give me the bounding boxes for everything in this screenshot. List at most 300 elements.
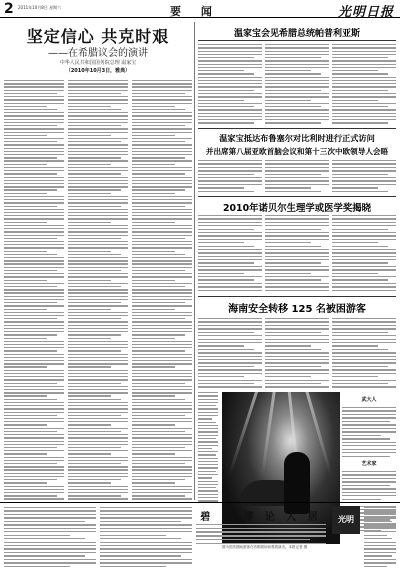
text-line	[198, 191, 254, 192]
text-line	[332, 359, 396, 360]
text-line	[4, 548, 96, 549]
text-line	[265, 67, 329, 68]
text-line	[132, 251, 175, 252]
text-line	[198, 225, 262, 226]
text-line	[4, 447, 57, 448]
text-line	[198, 77, 262, 78]
text-line	[68, 450, 128, 451]
text-line	[132, 357, 192, 358]
text-line	[132, 334, 185, 335]
text-line	[198, 477, 212, 478]
text-line	[4, 538, 85, 539]
text-line	[68, 257, 128, 258]
text-line	[332, 286, 396, 287]
text-line	[198, 474, 218, 475]
text-line	[265, 225, 329, 226]
text-line	[132, 370, 192, 371]
text-line	[68, 135, 111, 136]
text-line	[265, 252, 329, 253]
text-line	[132, 486, 192, 487]
text-line	[4, 389, 64, 390]
text-line	[332, 174, 388, 175]
text-line	[68, 386, 128, 387]
text-line	[100, 562, 192, 563]
text-line	[332, 103, 396, 104]
text-line	[198, 386, 262, 387]
text-line	[68, 428, 128, 429]
text-line	[265, 269, 329, 270]
text-line	[132, 83, 192, 84]
text-line	[332, 276, 396, 277]
text-line	[132, 428, 192, 429]
greece-body-col1	[198, 44, 262, 124]
text-line	[364, 548, 396, 549]
text-line	[68, 292, 128, 293]
text-line	[332, 160, 396, 161]
text-line	[265, 96, 329, 97]
text-line	[132, 238, 185, 239]
text-line	[68, 444, 128, 445]
text-line	[4, 309, 47, 310]
text-line	[265, 246, 321, 247]
text-line	[4, 510, 96, 511]
text-line	[132, 457, 192, 458]
text-line	[332, 242, 378, 243]
text-line	[198, 80, 262, 81]
text-line	[4, 418, 64, 419]
text-line	[68, 354, 128, 355]
lead-body-col2	[68, 80, 128, 500]
text-line	[68, 479, 121, 480]
text-line	[342, 492, 396, 493]
text-line	[132, 196, 192, 197]
text-line	[4, 189, 57, 190]
text-line	[100, 514, 192, 515]
text-line	[4, 141, 57, 142]
text-line	[198, 422, 216, 423]
text-line	[198, 242, 244, 243]
text-line	[198, 454, 216, 455]
text-line	[132, 273, 192, 274]
text-line	[68, 325, 128, 326]
text-line	[332, 57, 388, 58]
text-line	[132, 206, 185, 207]
text-line	[68, 86, 128, 87]
column-badge: 光明	[332, 506, 360, 534]
text-line	[332, 332, 388, 333]
text-line	[4, 566, 70, 567]
text-line	[4, 376, 64, 377]
text-line	[332, 187, 378, 188]
text-line	[265, 369, 329, 370]
text-line	[265, 180, 329, 181]
text-line	[132, 466, 192, 467]
text-line	[198, 174, 254, 175]
text-line	[332, 321, 396, 322]
text-line	[132, 389, 192, 390]
text-line	[4, 180, 64, 181]
text-line	[198, 467, 218, 468]
text-line	[4, 392, 64, 393]
text-line	[364, 524, 396, 525]
text-line	[332, 54, 396, 55]
text-line	[100, 542, 192, 543]
text-line	[342, 471, 396, 472]
text-line	[132, 170, 192, 171]
text-line	[132, 302, 185, 303]
text-line	[265, 342, 329, 343]
text-line	[132, 447, 185, 448]
text-line	[4, 90, 64, 91]
text-line	[265, 83, 329, 84]
text-line	[198, 408, 218, 409]
text-line	[364, 538, 392, 539]
text-line	[132, 228, 192, 229]
text-line	[4, 267, 64, 268]
text-line	[132, 399, 185, 400]
text-line	[332, 116, 396, 117]
text-line	[68, 228, 128, 229]
text-line	[4, 347, 64, 348]
text-line	[132, 225, 192, 226]
text-line	[342, 431, 396, 432]
text-line	[132, 296, 192, 297]
text-line	[132, 434, 192, 435]
text-line	[332, 339, 396, 340]
text-line	[68, 218, 128, 219]
text-line	[198, 167, 262, 168]
text-line	[68, 231, 128, 232]
text-line	[132, 86, 192, 87]
text-line	[4, 379, 64, 380]
text-line	[4, 479, 57, 480]
text-line	[68, 144, 128, 145]
text-line	[68, 447, 121, 448]
text-line	[132, 119, 192, 120]
text-line	[4, 115, 64, 116]
text-line	[132, 263, 192, 264]
text-line	[68, 415, 121, 416]
text-line	[4, 135, 47, 136]
text-line	[198, 376, 244, 377]
text-line	[4, 498, 64, 499]
text-line	[132, 392, 192, 393]
text-line	[198, 373, 262, 374]
text-line	[132, 132, 192, 133]
text-line	[68, 90, 128, 91]
text-line	[364, 562, 396, 563]
text-line	[68, 164, 111, 165]
text-line	[4, 138, 64, 139]
text-line	[4, 125, 57, 126]
text-line	[342, 442, 396, 443]
text-line	[198, 321, 262, 322]
text-line	[342, 428, 396, 429]
text-line	[332, 177, 396, 178]
text-line	[4, 350, 57, 351]
text-line	[364, 545, 396, 546]
text-line	[198, 445, 218, 446]
text-line	[4, 93, 57, 94]
text-line	[132, 231, 192, 232]
text-line	[4, 289, 64, 290]
text-line	[265, 276, 329, 277]
text-line	[68, 305, 128, 306]
text-line	[265, 47, 329, 48]
text-line	[198, 218, 262, 219]
text-line	[68, 363, 128, 364]
text-line	[4, 334, 57, 335]
text-line	[265, 335, 329, 336]
text-line	[68, 457, 128, 458]
text-line	[198, 362, 262, 363]
text-line	[4, 531, 96, 532]
text-line	[332, 266, 396, 267]
text-line	[68, 366, 111, 367]
text-line	[4, 360, 64, 361]
text-line	[68, 251, 111, 252]
text-line	[4, 238, 57, 239]
text-line	[332, 191, 388, 192]
text-line	[132, 421, 192, 422]
text-line	[4, 276, 64, 277]
text-line	[68, 321, 128, 322]
text-line	[4, 106, 47, 107]
text-line	[198, 180, 262, 181]
text-line	[265, 328, 329, 329]
text-line	[265, 339, 329, 340]
text-line	[332, 67, 396, 68]
text-line	[198, 339, 262, 340]
text-line	[68, 334, 121, 335]
masthead	[0, 0, 400, 18]
text-line	[265, 222, 329, 223]
text-line	[68, 186, 128, 187]
text-line	[198, 259, 262, 260]
text-line	[198, 490, 218, 491]
text-line	[68, 376, 128, 377]
text-line	[265, 229, 321, 230]
text-line	[265, 60, 329, 61]
text-line	[332, 328, 396, 329]
text-line	[4, 302, 57, 303]
text-line	[132, 412, 192, 413]
text-line	[132, 125, 185, 126]
text-line	[4, 218, 64, 219]
text-line	[332, 218, 396, 219]
text-line	[68, 309, 111, 310]
text-line	[198, 458, 218, 459]
text-line	[68, 389, 128, 390]
text-line	[332, 229, 388, 230]
text-line	[332, 249, 396, 250]
text-line	[265, 345, 311, 346]
text-line	[100, 510, 192, 511]
text-line	[68, 434, 128, 435]
text-line	[265, 122, 321, 123]
text-line	[332, 64, 396, 65]
text-line	[198, 276, 262, 277]
text-line	[4, 196, 64, 197]
text-line	[4, 177, 64, 178]
text-line	[4, 450, 64, 451]
text-line	[332, 318, 396, 319]
text-line	[132, 350, 185, 351]
text-line	[198, 160, 262, 161]
text-line	[68, 173, 121, 174]
text-line	[198, 67, 262, 68]
text-line	[342, 449, 396, 450]
text-line	[68, 437, 128, 438]
text-line	[68, 189, 121, 190]
text-line	[342, 488, 396, 489]
text-line	[265, 51, 329, 52]
text-line	[198, 222, 262, 223]
text-line	[332, 273, 378, 274]
text-line	[4, 552, 96, 553]
text-line	[332, 335, 396, 336]
text-line	[68, 115, 128, 116]
text-line	[342, 485, 390, 486]
text-line	[4, 186, 64, 187]
text-line	[265, 177, 329, 178]
text-line	[332, 345, 378, 346]
text-line	[265, 266, 329, 267]
text-line	[68, 109, 121, 110]
text-line	[4, 144, 64, 145]
text-line	[68, 486, 128, 487]
text-line	[68, 167, 128, 168]
text-line	[265, 90, 321, 91]
text-line	[4, 463, 57, 464]
text-line	[132, 431, 185, 432]
text-line	[4, 170, 64, 171]
text-line	[68, 408, 128, 409]
text-line	[332, 279, 388, 280]
text-line	[332, 256, 396, 257]
text-line	[4, 202, 64, 203]
text-line	[132, 460, 192, 461]
text-line	[68, 283, 128, 284]
text-line	[132, 476, 192, 477]
text-line	[68, 215, 128, 216]
text-line	[265, 321, 329, 322]
text-line	[68, 99, 128, 100]
text-line	[342, 421, 390, 422]
greece-body-col3	[332, 44, 396, 124]
text-line	[68, 299, 128, 300]
text-line	[4, 318, 57, 319]
text-line	[68, 402, 128, 403]
text-line	[132, 80, 192, 81]
text-line	[198, 215, 262, 216]
text-line	[198, 93, 262, 94]
text-line	[198, 356, 262, 357]
text-line	[198, 96, 262, 97]
essay-body	[196, 524, 326, 544]
text-line	[132, 222, 175, 223]
text-line	[132, 495, 185, 496]
text-line	[4, 524, 96, 525]
text-line	[4, 386, 64, 387]
text-line	[265, 366, 321, 367]
headline-summit-1: 温家宝抵达布鲁塞尔对比利时进行正式访问	[219, 133, 375, 143]
text-line	[100, 531, 192, 532]
text-line	[4, 80, 64, 81]
text-line	[4, 521, 85, 522]
text-line	[364, 528, 396, 529]
text-line	[4, 228, 64, 229]
text-line	[132, 254, 185, 255]
text-line	[4, 325, 64, 326]
bottom-rule	[0, 502, 400, 503]
text-line	[132, 260, 192, 261]
text-line	[265, 174, 321, 175]
text-line	[68, 273, 128, 274]
text-line	[332, 225, 396, 226]
text-line	[68, 196, 128, 197]
text-line	[332, 60, 396, 61]
text-line	[68, 96, 128, 97]
text-line	[4, 119, 64, 120]
text-line	[332, 259, 396, 260]
text-line	[198, 54, 262, 55]
text-line	[265, 113, 329, 114]
text-line	[342, 435, 381, 436]
text-line	[198, 481, 218, 482]
text-line	[132, 405, 192, 406]
text-line	[4, 128, 64, 129]
text-line	[68, 489, 128, 490]
text-line	[4, 148, 64, 149]
text-line	[4, 366, 47, 367]
nobel-body-col3	[332, 215, 396, 291]
text-line	[68, 286, 121, 287]
text-line	[100, 566, 166, 567]
text-line	[332, 246, 388, 247]
text-line	[68, 357, 128, 358]
text-line	[132, 331, 192, 332]
text-line	[198, 418, 212, 419]
bottom-body-col1	[4, 507, 96, 567]
text-line	[68, 128, 128, 129]
text-line	[68, 80, 128, 81]
text-line	[198, 60, 262, 61]
text-line	[132, 235, 192, 236]
text-line	[68, 498, 128, 499]
text-line	[68, 395, 111, 396]
headline-nobel: 2010年诺贝尔生理学或医学奖揭晓	[223, 203, 371, 214]
lead-body-col1	[4, 80, 64, 500]
text-line	[4, 296, 64, 297]
text-line	[100, 552, 192, 553]
lead-title: 坚定信心 共克时艰	[26, 27, 170, 46]
text-line	[332, 77, 396, 78]
text-line	[198, 47, 262, 48]
issue-line: 2011年10月8日 星期六	[18, 5, 62, 10]
text-line	[198, 106, 254, 107]
text-line	[4, 545, 96, 546]
text-line	[198, 342, 262, 343]
text-line	[132, 463, 185, 464]
text-line	[4, 241, 64, 242]
text-line	[68, 302, 121, 303]
text-line	[4, 280, 47, 281]
text-line	[68, 267, 128, 268]
text-line	[4, 466, 64, 467]
text-line	[4, 412, 64, 413]
text-line	[4, 354, 64, 355]
